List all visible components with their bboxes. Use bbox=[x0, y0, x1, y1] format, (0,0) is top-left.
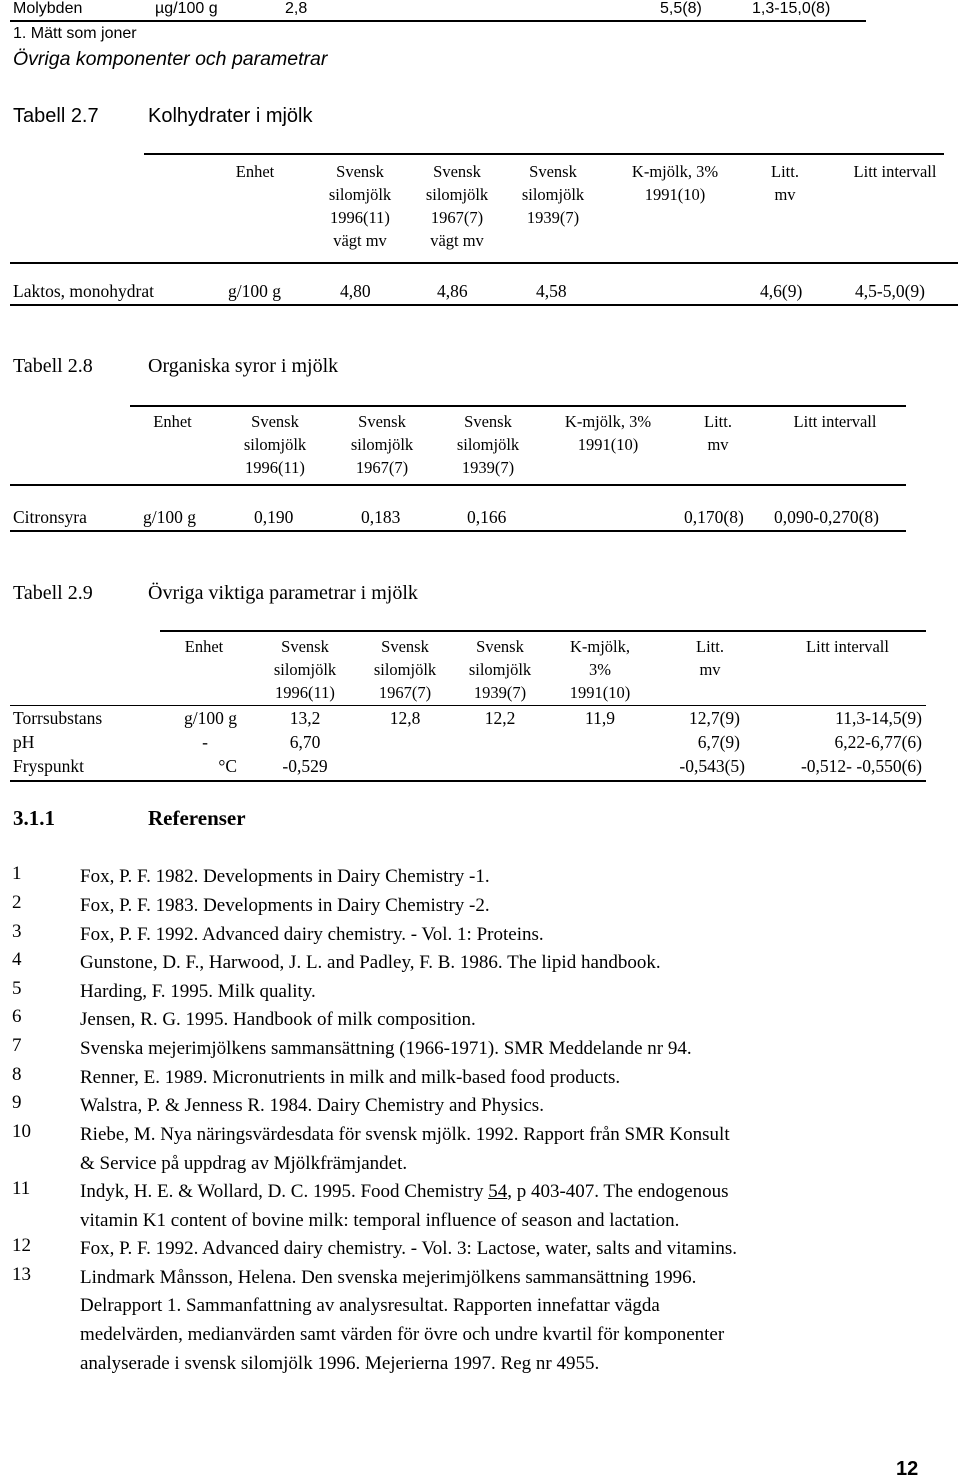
ref-13-text-1: Lindmark Månsson, Helena. Den svenska mejerimjölkens sammansättning 1996. bbox=[80, 1267, 697, 1288]
table-2-8-top-rule bbox=[130, 405, 906, 407]
ref-11-post: , p 403-407. The endogenous bbox=[507, 1181, 729, 1202]
ref-7-num: 7 bbox=[12, 1035, 22, 1056]
t29-r1-unit: g/100 g bbox=[184, 708, 237, 728]
top-row-unit: µg/100 g bbox=[155, 0, 218, 17]
ref-6-text: Jensen, R. G. 1995. Handbook of milk composition. bbox=[80, 1009, 476, 1030]
t29-h-kmjolk: K-mjölk, 3% 1991(10) bbox=[569, 637, 631, 702]
table-2-8-bottom-rule bbox=[10, 530, 906, 532]
t29-r1-v1939: 12,2 bbox=[484, 708, 516, 728]
top-row-v3: 1,3-15,0(8) bbox=[752, 0, 831, 17]
ref-5-text: Harding, F. 1995. Milk quality. bbox=[80, 981, 316, 1002]
t29-r3-name: Fryspunkt bbox=[13, 756, 84, 776]
refs-heading: Referenser bbox=[148, 806, 246, 830]
t27-row-name: Laktos, monohydrat bbox=[13, 281, 154, 301]
t29-h-svensk-1996: Svensk silomjölk 1996(11) bbox=[273, 637, 337, 702]
t27-row-v1939: 4,58 bbox=[536, 281, 567, 301]
t29-r3-litt-intervall: -0,512- -0,550(6) bbox=[800, 756, 922, 776]
ref-6-num: 6 bbox=[12, 1006, 22, 1027]
ref-1-num: 1 bbox=[12, 863, 22, 884]
t28-h-svensk-1967: Svensk silomjölk 1967(7) bbox=[350, 412, 414, 477]
t29-r3-litt-mv: -0,543(5) bbox=[679, 756, 745, 776]
ref-2-text: Fox, P. F. 1983. Developments in Dairy Chemistry -2. bbox=[80, 895, 490, 916]
t28-row-v1996: 0,190 bbox=[254, 507, 294, 527]
t29-r3-unit: °C bbox=[218, 756, 237, 776]
ref-11-num: 11 bbox=[12, 1178, 31, 1199]
ref-13-text-2: Delrapport 1. Sammanfattning av analysresultat. Rapporten innefattar vägda bbox=[80, 1295, 660, 1316]
ref-13-num: 13 bbox=[12, 1264, 31, 1285]
t27-row-litt-intervall: 4,5-5,0(9) bbox=[855, 281, 925, 301]
table-2-8-title: Organiska syror i mjölk bbox=[148, 355, 339, 377]
t29-r1-v1996: 13,2 bbox=[289, 708, 321, 728]
t28-h-litt-intervall: Litt intervall bbox=[793, 412, 877, 431]
section-heading: Övriga komponenter och parametrar bbox=[13, 48, 328, 70]
ref-3-num: 3 bbox=[12, 921, 22, 942]
t29-h-enhet: Enhet bbox=[184, 637, 224, 656]
t28-row-v1967: 0,183 bbox=[361, 507, 401, 527]
ref-5-num: 5 bbox=[12, 978, 22, 999]
table-2-9-bottom-rule bbox=[10, 780, 926, 782]
t29-h-litt-mv: Litt. mv bbox=[696, 637, 724, 679]
t29-r2-v1996: 6,70 bbox=[289, 732, 321, 752]
table-2-9-title: Övriga viktiga parametrar i mjölk bbox=[148, 582, 418, 604]
t29-r2-litt-intervall: 6,22-6,77(6) bbox=[834, 732, 922, 752]
t28-h-svensk-1939: Svensk silomjölk 1939(7) bbox=[456, 412, 520, 477]
table-2-9-header-rule bbox=[10, 705, 926, 706]
ref-11-text-1 bbox=[80, 1178, 729, 1207]
table-2-7-header-rule bbox=[10, 262, 958, 264]
t29-h-svensk-1967: Svensk silomjölk 1967(7) bbox=[373, 637, 437, 702]
t27-h-svensk-1967: Svensk silomjölk 1967(7) vägt mv bbox=[425, 162, 489, 250]
t27-h-litt-mv: Litt. mv bbox=[771, 162, 799, 204]
t27-h-svensk-1996: Svensk silomjölk 1996(11) vägt mv bbox=[328, 162, 392, 250]
ref-4-num: 4 bbox=[12, 949, 22, 970]
refs-number: 3.1.1 bbox=[13, 806, 55, 830]
t29-r2-litt-mv: 6,7(9) bbox=[697, 732, 740, 752]
t29-r1-v1967: 12,8 bbox=[389, 708, 421, 728]
t28-row-litt-intervall: 0,090-0,270(8) bbox=[774, 507, 879, 527]
ref-10-num: 10 bbox=[12, 1121, 31, 1142]
table-2-7-bottom-rule bbox=[10, 304, 958, 306]
t29-r2-unit: - bbox=[202, 732, 208, 752]
top-divider bbox=[10, 20, 866, 22]
t29-h-litt-intervall: Litt intervall bbox=[806, 637, 889, 656]
ref-3-text: Fox, P. F. 1992. Advanced dairy chemistry. - Vol. 1: Proteins. bbox=[80, 924, 544, 945]
table-2-7-title: Kolhydrater i mjölk bbox=[148, 105, 313, 127]
table-2-8-label: Tabell 2.8 bbox=[13, 355, 93, 377]
page-number: 12 bbox=[896, 1458, 919, 1480]
t29-r2-name: pH bbox=[13, 732, 35, 752]
t28-h-enhet: Enhet bbox=[153, 412, 192, 431]
t27-h-litt-intervall: Litt intervall bbox=[853, 162, 937, 181]
t28-row-litt-mv: 0,170(8) bbox=[684, 507, 744, 527]
ref-11-text-2: vitamin K1 content of bovine milk: temporal influence of season and lactation. bbox=[80, 1210, 680, 1231]
t29-r1-kmjolk: 11,9 bbox=[585, 708, 615, 728]
t27-h-svensk-1939: Svensk silomjölk 1939(7) bbox=[521, 162, 585, 227]
ref-10-text-1: Riebe, M. Nya näringsvärdesdata för svensk mjölk. 1992. Rapport från SMR Konsult bbox=[80, 1124, 730, 1145]
t28-h-kmjolk: K-mjölk, 3% 1991(10) bbox=[564, 412, 652, 454]
ref-1-text: Fox, P. F. 1982. Developments in Dairy Chemistry -1. bbox=[80, 866, 490, 887]
t27-h-kmjolk: K-mjölk, 3% 1991(10) bbox=[631, 162, 719, 204]
table-2-9-top-rule bbox=[160, 630, 926, 632]
top-row-v2: 5,5(8) bbox=[660, 0, 702, 17]
ref-10-text-2: & Service på uppdrag av Mjölkfrämjandet. bbox=[80, 1153, 408, 1174]
t27-row-v1996: 4,80 bbox=[340, 281, 371, 301]
ref-11-pre: Indyk, H. E. & Wollard, D. C. 1995. Food Chemistry bbox=[80, 1181, 489, 1202]
t27-row-v1967: 4,86 bbox=[437, 281, 468, 301]
ref-7-text: Svenska mejerimjölkens sammansättning (1966-1971). SMR Meddelande nr 94. bbox=[80, 1038, 692, 1059]
t29-h-svensk-1939: Svensk silomjölk 1939(7) bbox=[468, 637, 532, 702]
ref-2-num: 2 bbox=[12, 892, 22, 913]
t29-r3-v1996: -0,529 bbox=[282, 756, 328, 776]
t28-row-unit: g/100 g bbox=[143, 507, 196, 527]
ref-12-text: Fox, P. F. 1992. Advanced dairy chemistry. - Vol. 3: Lactose, water, salts and vitamins. bbox=[80, 1238, 738, 1259]
t28-row-name: Citronsyra bbox=[13, 507, 87, 527]
table-2-8-header-rule bbox=[10, 484, 906, 486]
table-2-9-label: Tabell 2.9 bbox=[13, 582, 93, 604]
t28-h-litt-mv: Litt. mv bbox=[704, 412, 732, 454]
footnote: 1. Mätt som joner bbox=[13, 25, 137, 42]
ref-9-text: Walstra, P. & Jenness R. 1984. Dairy Chemistry and Physics. bbox=[80, 1095, 544, 1116]
t28-row-v1939: 0,166 bbox=[467, 507, 507, 527]
ref-4-text: Gunstone, D. F., Harwood, J. L. and Padley, F. B. 1986. The lipid handbook. bbox=[80, 952, 661, 973]
table-2-7-top-rule bbox=[144, 153, 944, 155]
ref-8-text: Renner, E. 1989. Micronutrients in milk and milk-based food products. bbox=[80, 1067, 621, 1088]
ref-13-text-4: analyserade i svensk silomjölk 1996. Mejerierna 1997. Reg nr 4955. bbox=[80, 1353, 600, 1374]
ref-13-text-3: medelvärden, medianvärden samt värden för övre och undre kvartil för komponenter bbox=[80, 1324, 725, 1345]
t27-row-litt-mv: 4,6(9) bbox=[760, 281, 803, 301]
ref-9-num: 9 bbox=[12, 1092, 22, 1113]
table-2-7-label: Tabell 2.7 bbox=[13, 105, 99, 127]
top-row-name: Molybden bbox=[13, 0, 83, 17]
ref-11-volume: 54 bbox=[488, 1181, 508, 1202]
t29-r1-litt-intervall: 11,3-14,5(9) bbox=[835, 708, 922, 728]
ref-12-num: 12 bbox=[12, 1235, 31, 1256]
t29-r1-name: Torrsubstans bbox=[13, 708, 103, 728]
ref-8-num: 8 bbox=[12, 1064, 22, 1085]
t28-h-svensk-1996: Svensk silomjölk 1996(11) bbox=[243, 412, 307, 477]
t29-r1-litt-mv: 12,7(9) bbox=[688, 708, 740, 728]
t27-h-enhet: Enhet bbox=[235, 162, 275, 181]
t27-row-unit: g/100 g bbox=[228, 281, 281, 301]
top-row-v1: 2,8 bbox=[285, 0, 308, 17]
